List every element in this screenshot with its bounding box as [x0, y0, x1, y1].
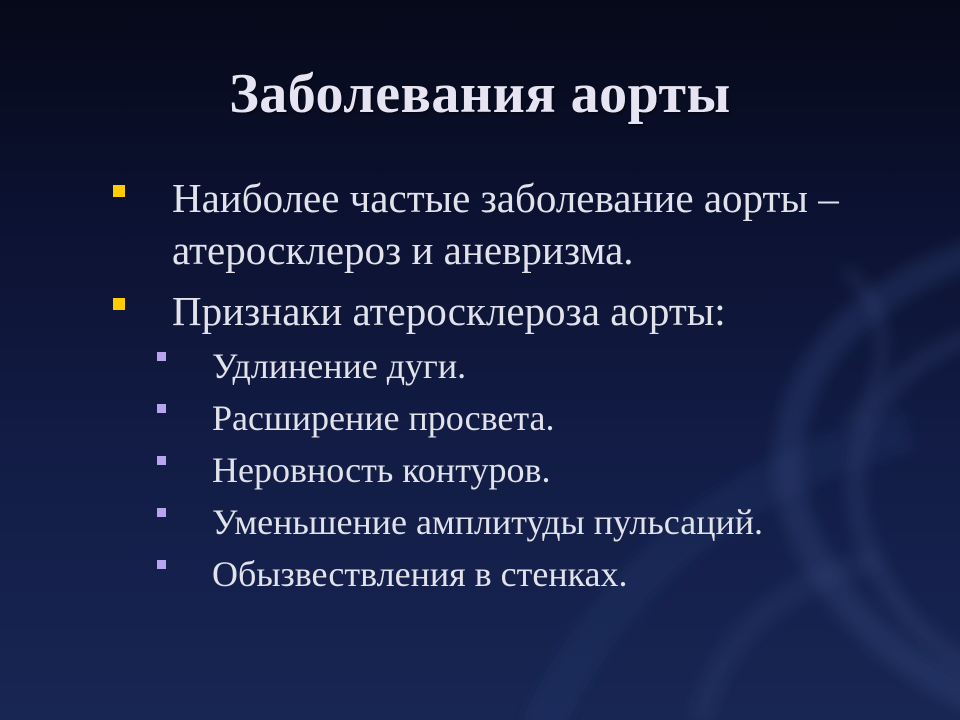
- bullet-item: [172, 172, 912, 276]
- sub-bullet-text: Уменьшение амплитуды пульсаций.: [212, 502, 763, 542]
- sub-bullet-item: [212, 444, 912, 496]
- bullet-item: [172, 285, 912, 337]
- bullet-text: Наиболее частые заболевание аорты – атеросклероз и аневризма.: [172, 175, 839, 273]
- square-bullet-icon: [157, 404, 166, 413]
- sub-bullet-item: [212, 548, 912, 600]
- square-bullet-icon: [157, 352, 166, 361]
- sub-bullet-text: Обызвествления в стенках.: [212, 554, 628, 594]
- sub-bullet-item: [212, 340, 912, 392]
- sub-bullet-item: [212, 392, 912, 444]
- square-bullet-icon: [113, 185, 125, 197]
- sub-bullet-text: Неровность контуров.: [212, 450, 551, 490]
- bullet-text: Признаки атеросклероза аорты:: [172, 288, 726, 334]
- square-bullet-icon: [113, 298, 125, 310]
- sub-bullet-text: Расширение просвета.: [212, 398, 555, 438]
- square-bullet-icon: [157, 508, 166, 517]
- square-bullet-icon: [157, 560, 166, 569]
- slide-title: Заболевания аорты: [229, 63, 731, 125]
- square-bullet-icon: [157, 456, 166, 465]
- sub-bullet-item: [212, 496, 912, 548]
- sub-bullet-text: Удлинение дуги.: [212, 346, 467, 386]
- sub-bullet-list: [212, 340, 912, 600]
